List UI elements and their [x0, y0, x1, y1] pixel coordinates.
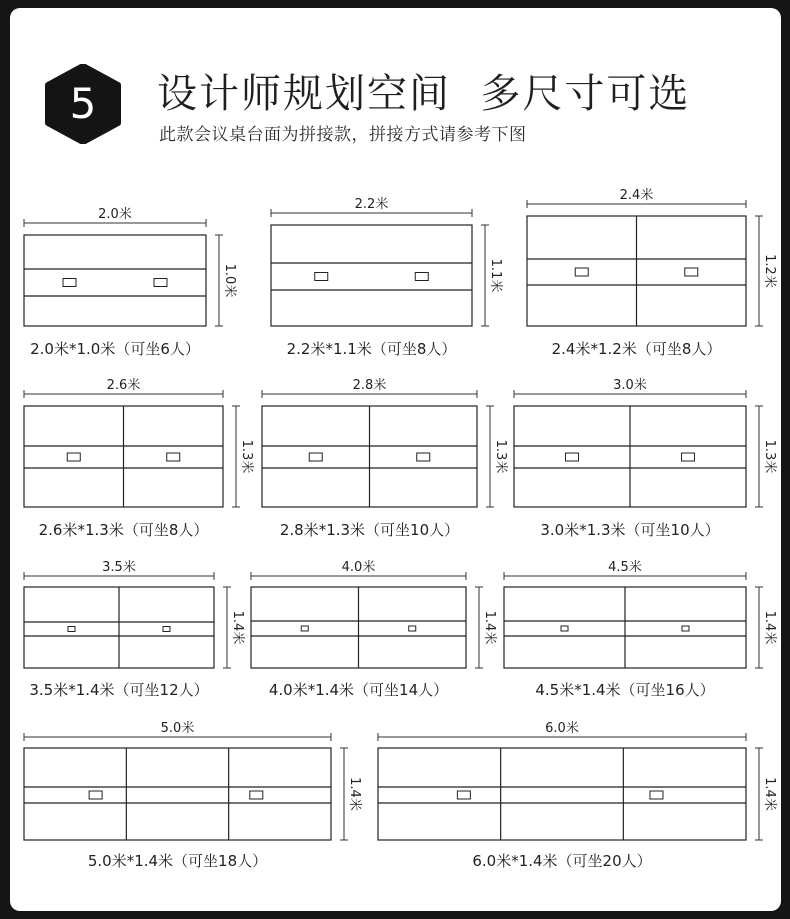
cable-box-icon	[575, 268, 588, 276]
cable-box-icon	[67, 453, 80, 461]
plan-caption: 2.8米*1.3米（可坐10人）	[279, 521, 460, 539]
plan-1	[24, 206, 238, 358]
width-label: 2.0米	[98, 207, 132, 222]
table-outline	[24, 235, 206, 326]
depth-label: 1.3米	[239, 439, 254, 474]
cable-box-icon	[167, 453, 180, 461]
cable-box-icon	[315, 273, 328, 281]
depth-label: 1.3米	[493, 439, 508, 474]
plan-7	[24, 559, 246, 699]
cable-box-icon	[68, 627, 75, 632]
width-label: 3.0米	[613, 378, 647, 393]
cable-box-icon	[650, 791, 663, 799]
step-number: 5	[69, 79, 97, 128]
cable-box-icon	[682, 626, 689, 631]
table-outline	[24, 748, 331, 840]
plan-2	[271, 196, 504, 358]
cable-box-icon	[566, 453, 579, 461]
depth-label: 1.1米	[488, 258, 503, 293]
plan-caption: 3.0米*1.3米（可坐10人）	[540, 521, 720, 539]
cable-box-icon	[89, 791, 102, 799]
plan-5	[262, 377, 509, 539]
width-label: 4.0米	[341, 560, 376, 575]
cable-box-icon	[309, 453, 322, 461]
cable-box-icon	[409, 626, 416, 631]
width-label: 2.2米	[354, 197, 389, 212]
plan-caption: 4.0米*1.4米（可坐14人）	[268, 681, 449, 699]
width-label: 2.4米	[619, 188, 654, 203]
width-label: 3.5米	[102, 560, 136, 575]
width-label: 6.0米	[545, 721, 579, 736]
cable-box-icon	[682, 453, 695, 461]
plan-caption: 2.2米*1.1米（可坐8人）	[286, 340, 457, 358]
plan-caption: 2.6米*1.3米（可坐8人）	[38, 521, 209, 539]
cable-box-icon	[63, 279, 76, 287]
depth-label: 1.4米	[762, 610, 777, 645]
table-outline	[378, 748, 746, 840]
cable-box-icon	[561, 626, 568, 631]
plan-caption: 2.4米*1.2米（可坐8人）	[551, 340, 722, 358]
depth-label: 1.4米	[762, 777, 777, 811]
depth-label: 1.0米	[222, 263, 237, 298]
cable-box-icon	[154, 279, 167, 287]
plan-caption: 6.0米*1.4米（可坐20人）	[472, 852, 652, 870]
cable-box-icon	[415, 273, 428, 281]
width-label: 5.0米	[160, 721, 195, 736]
cable-box-icon	[457, 791, 470, 799]
cable-box-icon	[417, 453, 430, 461]
depth-label: 1.4米	[482, 610, 497, 645]
plan-4	[24, 377, 255, 539]
plan-caption: 2.0米*1.0米（可坐6人）	[30, 340, 200, 358]
plan-10	[24, 720, 363, 870]
depth-label: 1.2米	[762, 254, 777, 288]
plan-3	[527, 187, 778, 358]
plan-6	[514, 377, 778, 539]
plan-8	[251, 559, 498, 699]
cable-box-icon	[163, 627, 170, 632]
width-label: 2.8米	[352, 378, 387, 393]
plan-caption: 5.0米*1.4米（可坐18人）	[87, 852, 268, 870]
width-label: 2.6米	[106, 378, 141, 393]
width-label: 4.5米	[608, 560, 642, 575]
cable-box-icon	[250, 791, 263, 799]
page-title: 设计师规划空间 多尺寸可选	[157, 71, 691, 117]
depth-label: 1.4米	[230, 610, 245, 645]
cable-box-icon	[301, 626, 308, 631]
plan-11	[378, 720, 778, 870]
plan-9	[504, 559, 778, 699]
table-outline	[271, 225, 472, 326]
plan-caption: 3.5米*1.4米（可坐12人）	[29, 681, 209, 699]
depth-label: 1.4米	[347, 777, 362, 811]
depth-label: 1.3米	[762, 439, 777, 474]
cable-box-icon	[685, 268, 698, 276]
plan-caption: 4.5米*1.4米（可坐16人）	[535, 681, 715, 699]
page-subtitle: 此款会议桌台面为拼接款，拼接方式请参考下图	[159, 125, 527, 145]
